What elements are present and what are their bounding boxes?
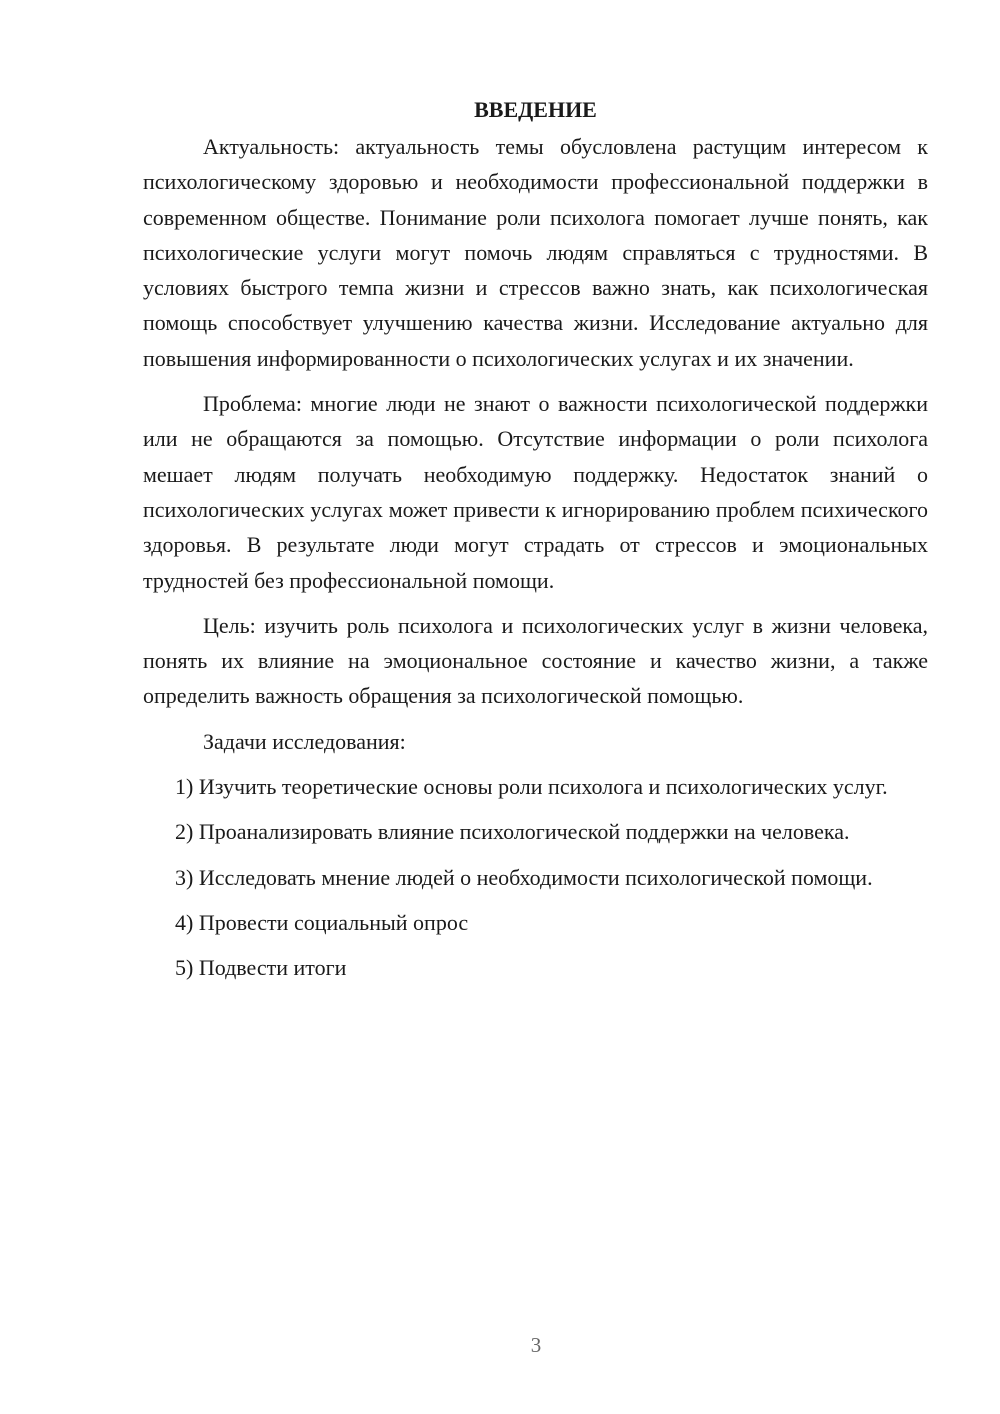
list-item: 2) Проанализировать влияние психологической поддержки на человека.: [175, 819, 850, 845]
page-content: [143, 92, 928, 986]
paragraph-relevance: Актуальность: актуальность темы обусловлена растущим интересом к психологическому здоровью и необходимости профессиональной поддержки в современном обществе. Понимание роли психолога помогает лучше понять, как психологические услуги могут помочь людям справляться с трудностями. В условиях быстрого темпа жизни и стрессов важно знать, как психологическая помощь способствует улучшению качества жизни. Исследование актуально для повышения информированности о психологических услугах и их значении.: [143, 134, 928, 371]
tasks-list: [143, 769, 928, 985]
paragraph-goal: Цель: изучить роль психолога и психологических услуг в жизни человека, понять их влияние на эмоциональное состояние и качество жизни, а также определить важность обращения за психологической помощью.: [143, 612, 928, 709]
list-item: 3) Исследовать мнение людей о необходимости психологической помощи.: [175, 864, 873, 890]
section-heading: ВВЕДЕНИЕ: [474, 97, 597, 122]
list-item: 5) Подвести итоги: [175, 955, 347, 981]
page-number: 3: [530, 1333, 542, 1357]
paragraph-problem: Проблема: многие люди не знают о важности психологической поддержки или не обращаются за помощью. Отсутствие информации о роли психолога мешает людям получать необходимую поддержку. Недостаток знаний о психологических услугах может привести к игнорированию проблем психического здоровья. В результате люди могут страдать от стрессов и эмоциональных трудностей без профессиональной помощи.: [143, 391, 928, 593]
list-item: 4) Провести социальный опрос: [175, 909, 469, 935]
tasks-intro: Задачи исследования:: [203, 728, 406, 754]
list-item: 1) Изучить теоретические основы роли психолога и психологических услуг.: [175, 774, 888, 800]
